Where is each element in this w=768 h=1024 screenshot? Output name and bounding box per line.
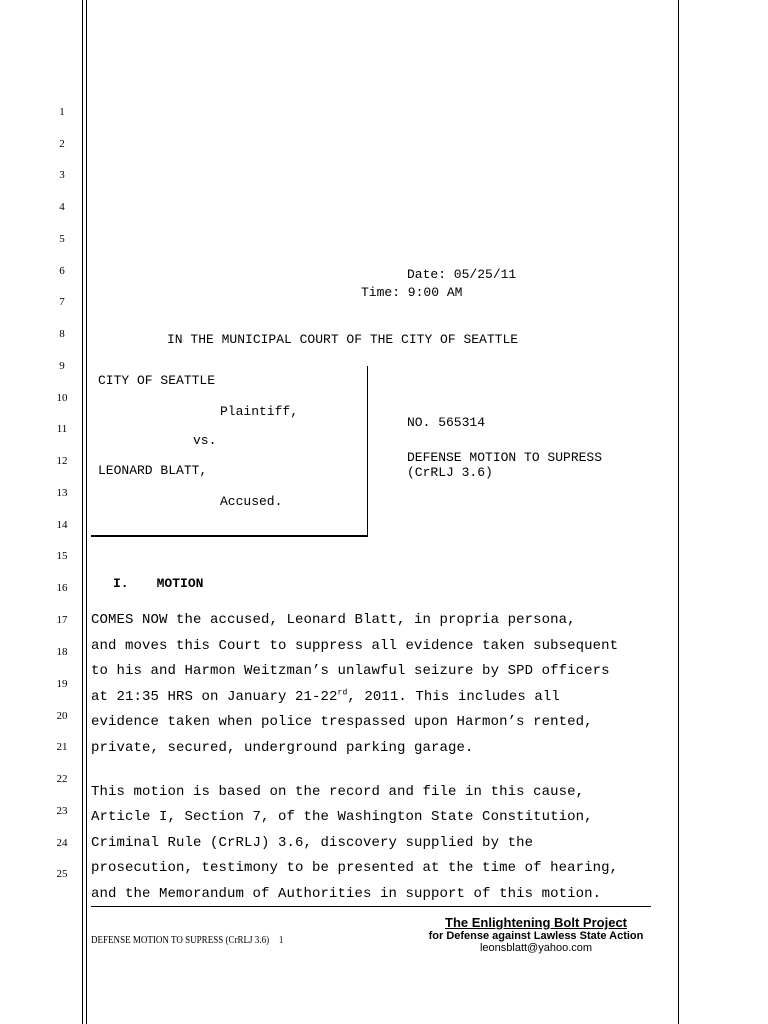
line-number: 14 <box>56 519 68 531</box>
line-number: 23 <box>56 805 68 817</box>
left-margin-line-inner <box>86 0 87 1024</box>
body-line: private, secured, underground parking garage. <box>91 740 474 756</box>
line-number: 5 <box>59 233 65 245</box>
line-number: 25 <box>56 868 68 880</box>
body-line: and moves this Court to suppress all evidence taken subsequent <box>91 638 619 654</box>
line-number: 24 <box>56 837 68 849</box>
line-number: 3 <box>59 169 65 181</box>
caption-vertical-rule <box>367 366 368 536</box>
line-number: 1 <box>59 106 65 118</box>
body-line: and the Memorandum of Authorities in support of this motion. <box>91 886 602 902</box>
footer-project-block <box>404 915 668 954</box>
case-number: NO. 565314 <box>407 415 486 430</box>
line-number: 8 <box>59 328 65 340</box>
body-line: Article I, Section 7, of the Washington State Constitution, <box>91 809 593 825</box>
accused-role: Accused. <box>220 494 283 509</box>
line-number: 9 <box>59 360 65 372</box>
ordinal-superscript: rd <box>337 688 348 698</box>
line-number: 20 <box>56 710 68 722</box>
section-number: I. <box>113 576 129 591</box>
line-number: 6 <box>59 265 65 277</box>
body-line: This motion is based on the record and file in this cause, <box>91 784 585 800</box>
document-rule-reference: (CrRLJ 3.6) <box>407 465 493 480</box>
hearing-date: Date: 05/25/11 <box>407 267 517 282</box>
accused-name: LEONARD BLATT, <box>98 463 208 478</box>
left-margin-line-outer <box>82 0 83 1024</box>
line-number: 18 <box>56 646 68 658</box>
plaintiff-name: CITY OF SEATTLE <box>98 373 216 388</box>
section-heading <box>113 576 203 591</box>
body-line: evidence taken when police trespassed upon Harmon’s rented, <box>91 714 593 730</box>
line-number: 4 <box>59 201 65 213</box>
line-number: 22 <box>56 773 68 785</box>
line-number: 11 <box>56 423 68 435</box>
body-line <box>91 689 560 705</box>
body-text: , 2011. This includes all <box>347 689 560 705</box>
contact-email: leonsblatt@yahoo.com <box>479 942 593 954</box>
court-heading: IN THE MUNICIPAL COURT OF THE CITY OF SEATTLE <box>167 332 519 347</box>
hearing-time: Time: 9:00 AM <box>361 285 463 300</box>
body-line: Criminal Rule (CrRLJ) 3.6, discovery supplied by the <box>91 835 534 851</box>
body-text: at 21:35 HRS on January 21-22 <box>91 689 338 705</box>
project-name: The Enlightening Bolt Project <box>445 915 627 930</box>
line-number: 13 <box>56 487 68 499</box>
project-tagline: for Defense against Lawless State Action <box>428 930 644 942</box>
line-number: 19 <box>56 678 68 690</box>
line-number: 15 <box>56 550 68 562</box>
document-title: DEFENSE MOTION TO SUPRESS <box>407 450 603 465</box>
line-number: 10 <box>56 392 68 404</box>
line-number: 12 <box>56 455 68 467</box>
body-line: COMES NOW the accused, Leonard Blatt, in propria persona, <box>91 612 576 628</box>
body-line: to his and Harmon Weitzman’s unlawful seizure by SPD officers <box>91 663 610 679</box>
footer-rule <box>91 906 651 907</box>
line-number: 21 <box>56 741 68 753</box>
section-title: MOTION <box>156 576 204 591</box>
body-line: prosecution, testimony to be presented at the time of hearing, <box>91 860 619 876</box>
line-number: 2 <box>59 138 65 150</box>
right-margin-line <box>678 0 679 1024</box>
plaintiff-role: Plaintiff, <box>220 404 299 419</box>
footer-document-title <box>91 934 283 946</box>
caption-bottom-rule <box>91 535 368 537</box>
line-number: 16 <box>56 582 68 594</box>
line-number: 17 <box>56 614 68 626</box>
page-number: 1 <box>278 934 284 946</box>
line-number: 7 <box>59 296 65 308</box>
footer-title-text: DEFENSE MOTION TO SUPRESS (CrRLJ 3.6) <box>91 934 270 946</box>
versus-label: vs. <box>193 433 217 448</box>
